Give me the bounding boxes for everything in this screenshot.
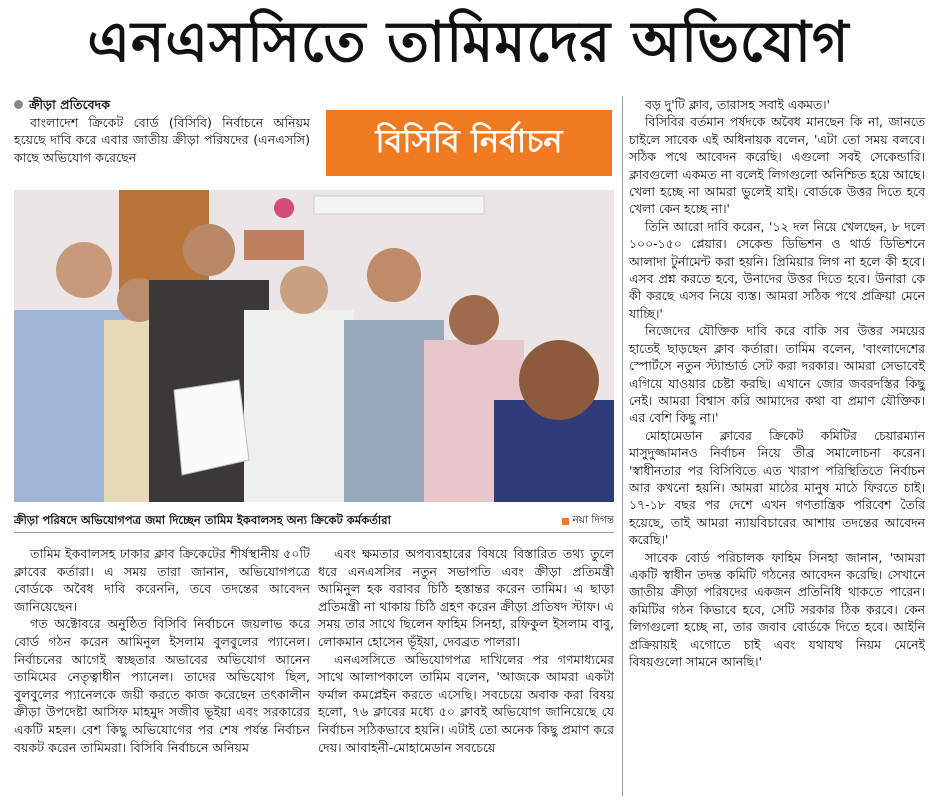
section-badge: বিসিবি নির্বাচন <box>326 110 612 176</box>
column-2 <box>318 545 614 756</box>
credit-text: নয়া দিগন্ত <box>572 513 614 526</box>
intro-block <box>14 96 310 166</box>
credit-square-icon <box>562 518 569 525</box>
photo-illustration <box>14 190 614 502</box>
col1-paragraph: গত অক্টোবরে অনুষ্ঠিত বিসিবি নির্বাচনে জয়লাভ করে বোর্ড গঠন করেন আমিনুল ইসলাম বুলবুলের প্যানেল। নির্বাচনের আগেই স্বচ্ছতার অভাবের অভিযোগ আনেন তামিমের নেতৃত্বাধীন প্যানেল। তাদের অভিযোগ ছিল, বুলবুলের প্যানেলকে জয়ী করতে কাজ করেছেন তৎকালীন ক্রীড়া উপদেষ্টা আসিফ মাহমুদ সজীব ভূইয়া এবং সরকারের একটি মহল। বেশ কিছু অভিযোগের পর শেষ পর্যন্ত নির্বাচন বয়কট করেন তামিমরা। বিসিবি নির্বাচনে অনিয়ম <box>14 616 310 755</box>
col3-paragraph: বিসিবির বর্তমান পর্ষদকে অবৈধ মানছেন কি না, জানতে চাইলে সাবেক এই অধিনায়ক বলেন, 'এটা তো সময় বলবে। সঠিক পথে আবেদন করেছি। এগুলো সবই সেকেন্ডারি। ক্লাবগুলো একমত না বলেই লিগগুলো অনিশ্চিত হয়ে আছে। খেলা হচ্ছে না আমরা ভুলেই যাই। বোর্ডকে উত্তর দিতে হবে খেলা কেন হচ্ছে না।' <box>629 114 925 217</box>
photo-credit <box>562 513 614 530</box>
col3-paragraph: সাবেক বোর্ড পরিচালক ফাহিম সিনহা জানান, 'আমরা একটি স্বাধীন তদন্ত কমিটি গঠনের আবেদন করেছি। সেখানে জাতীয় ক্রীড়া পরিষদের একজন প্রতিনিধি থাকতে পারেন। কমিটির গঠন কিভাবে হবে, সেটি সরকার ঠিক করবে। কেন লিগগুলো হচ্ছে না, তার জবাব বোর্ডকে দিতে হবে। আইনি প্রক্রিয়ায়ই এগোতে চাই এবং যথাযথ নিয়ম মেনেই বিষয়গুলো সামনে আনছি।' <box>629 549 925 669</box>
column-3 <box>629 96 925 670</box>
byline <box>14 96 310 114</box>
col3-paragraph: নিজেদের যৌক্তিক দাবি করে বাকি সব উত্তর সময়ের হাতেই ছাড়ছেন ক্লাব কর্তারা। তামিম বলেন, 'বাংলাদেশের স্পোর্টসে নতুন স্ট্যান্ডার্ড সেট করা দরকার। আমরা সেভাবেই এগিয়ে যাওয়ার চেষ্টা করছি। এখানে জোর জবরদস্তির কিছু নেই। আমরা বিশ্বাস করি আমাদের কথা বা প্রমাণ যৌক্তিক। এর বেশি কিছু না।' <box>629 323 925 426</box>
column-1 <box>14 545 310 756</box>
col3-paragraph: মোহামেডান ক্লাবের ক্রিকেট কমিটির চেয়ারম্যান মাসুদুজ্জামানও নির্বাচন নিয়ে তীব্র সমালোচনা করেন। 'স্বাধীনতার পর বিসিবিতে এত খারাপ পরিস্থিতিতে নির্বাচন আর কখনো হয়নি। আমরা মাঠের মানুষ মাঠে ফিরতে চাই। ১৭-১৮ বছর পর দেশে এখন গণতান্ত্রিক পরিবেশ তৈরি হয়েছে, তাই আমরা ন্যায়বিচারের আশায় তদন্তের আবেদন করেছি।' <box>629 427 925 548</box>
caption-text: ক্রীড়া পরিষদে অভিযোগপত্র জমা দিচ্ছেন তামিম ইকবালসহ অন্য ক্রিকেট কর্মকর্তারা <box>14 512 391 527</box>
intro-paragraph: বাংলাদেশ ক্রিকেট বোর্ড (বিসিবি) নির্বাচনে অনিয়ম হয়েছে দাবি করে এবার জাতীয় ক্রীড়া পরিষদের (এনএসসি) কাছে অভিযোগ করেছেন <box>14 114 310 165</box>
col2-paragraph: এনএসসিতে অভিযোগপত্র দাখিলের পর গণমাধ্যমের সাথে আলাপকালে তামিম বলেন, 'আজকে আমরা একটা ফর্মাল কমপ্লেইন করতে এসেছি। সবচেয়ে অবাক করা বিষয় হলো, ৭৬ ক্লাবের মধ্যে ৫০ ক্লাবই অভিযোগ জানিয়েছে যে নির্বাচন সঠিকভাবে হয়নি। এটাই তো অনেক কিছু প্রমাণ করে দেয়। আবাহনী-মোহামেডান সবচেয়ে <box>318 651 615 755</box>
byline-text: ক্রীড়া প্রতিবেদক <box>29 97 111 112</box>
headline: এনএসসিতে তামিমদের অভিযোগ <box>87 10 850 75</box>
bullet-icon <box>14 100 23 109</box>
col3-paragraph: বড় দু'টি ক্লাব, তারাসহ সবাই একমত।' <box>645 97 830 112</box>
col1-paragraph: তামিম ইকবালসহ ঢাকার ক্লাব ক্রিকেটের শীর্ষস্থানীয় ৫০টি ক্লাবের কর্তারা। এ সময় তারা জানান, অভিযোগপত্রে বোর্ডকে অবৈধ দাবি করেননি, তবে তদন্তের আবেদন জানিয়েছেন। <box>14 546 310 614</box>
column-divider <box>622 96 623 796</box>
col3-paragraph: তিনি আরো দাবি করেন, '১২ দল নিয়ে খেলছেন, ৮ দলে ১০০-১৫০ প্লেয়ার। সেকেন্ড ডিভিশন ও থার্ড ডিভিশনে আলাদা টুর্নামেন্ট করা হয়নি। প্রিমিয়ার লিগ না হলে কী হবে। এসব প্রশ্ন করতে হবে, উনাদের উত্তর দিতে হবে। উনারা কে কী করছে এসব নিয়ে ব্যস্ত। আমরা সঠিক পথে প্রক্রিয়া মেনে যাচ্ছি।' <box>629 218 925 321</box>
photo-caption <box>14 510 614 533</box>
col2-paragraph: এবং ক্ষমতার অপব্যবহারের বিষয়ে বিস্তারিত তথ্য তুলে ধরে এনএসসির নতুন সভাপতি এবং ক্রীড়া প্রতিমন্ত্রী আমিনুল হক বরাবর চিঠি হস্তান্তর করেন তামিম। এ ছাড়া প্রতিমন্ত্রী না থাকায় চিঠি গ্রহণ করেন ক্রীড়া প্রতিষদ স্টাফ। এ সময় তার সাথে ছিলেন ফাহিম সিনহা, রফিকুল ইসলাম বাবু, লোকমান হোসেন ভূঁইয়া, দেবব্রত পালরা। <box>318 546 614 649</box>
news-photo <box>14 190 614 502</box>
